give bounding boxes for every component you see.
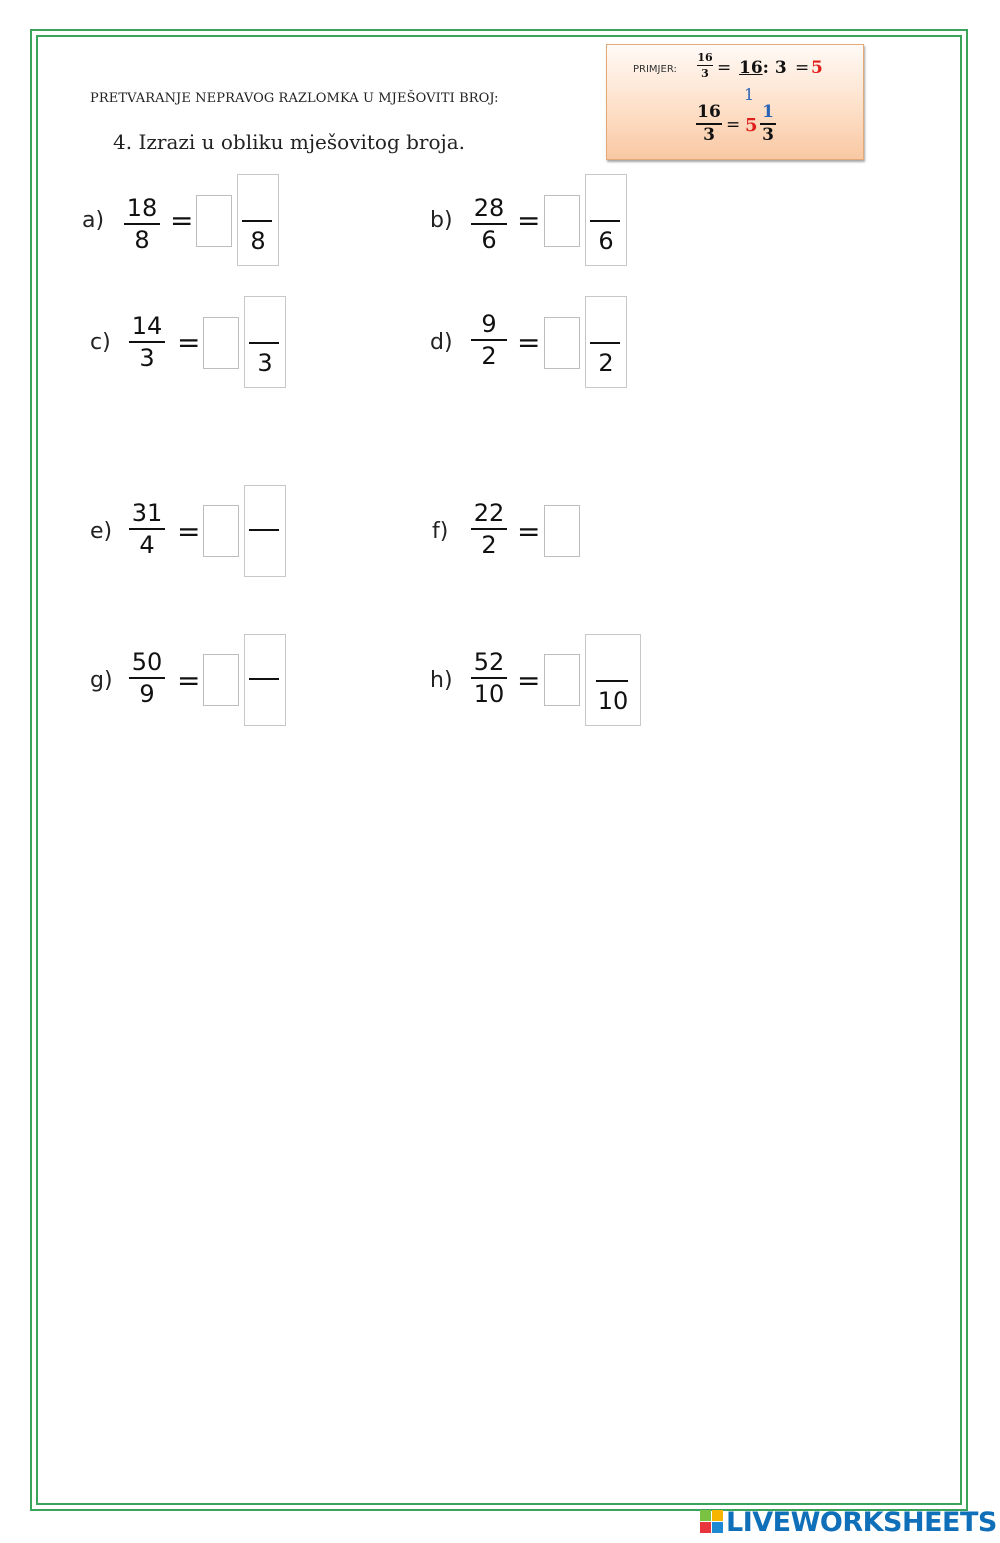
example-numerator: 16 xyxy=(697,102,721,122)
fraction-bar xyxy=(242,220,272,222)
equals-sign: = xyxy=(517,664,541,697)
fraction-bar xyxy=(129,528,165,530)
improper-fraction xyxy=(129,648,165,708)
fraction-bar xyxy=(124,223,160,225)
exercise-letter: e) xyxy=(90,519,113,544)
division-sign: : xyxy=(762,58,769,78)
equals-sign: = xyxy=(726,115,741,135)
given-denominator: 8 xyxy=(250,227,266,255)
exercise-letter: g) xyxy=(90,668,113,693)
fraction-bar xyxy=(471,339,507,341)
equals-sign: = xyxy=(177,326,201,359)
example-mixed-fraction xyxy=(760,103,776,145)
improper-fraction xyxy=(129,312,165,372)
equals-sign: = xyxy=(517,515,541,548)
numerator: 28 xyxy=(473,194,505,222)
equals-sign: = xyxy=(795,58,810,78)
liveworksheets-logo-icon xyxy=(700,1510,724,1534)
exercise-letter: a) xyxy=(82,208,105,233)
denominator: 8 xyxy=(134,225,150,254)
fraction-input-box[interactable] xyxy=(244,485,286,577)
fraction-input-box[interactable] xyxy=(585,174,627,266)
whole-number-input[interactable] xyxy=(544,505,580,557)
denominator: 2 xyxy=(481,530,497,559)
example-label: PRIMJER: xyxy=(633,64,677,75)
given-denominator: 6 xyxy=(598,227,614,255)
fraction-bar xyxy=(249,529,279,531)
example-mixed-whole: 5 xyxy=(745,115,758,136)
fraction-bar xyxy=(471,223,507,225)
task-instruction: 4. Izrazi u obliku mješovitog broja. xyxy=(113,130,466,154)
improper-fraction xyxy=(471,310,507,370)
fraction-bar xyxy=(129,341,165,343)
improper-fraction xyxy=(471,648,507,708)
whole-number-input[interactable] xyxy=(544,195,580,247)
fraction-input-box[interactable] xyxy=(244,296,286,388)
improper-fraction xyxy=(471,194,507,254)
fraction-bar xyxy=(129,677,165,679)
given-denominator: 3 xyxy=(257,349,273,377)
example-mixed-denominator: 3 xyxy=(762,124,774,145)
exercise-letter: c) xyxy=(90,330,111,355)
equals-sign: = xyxy=(177,515,201,548)
fraction-bar xyxy=(590,342,620,344)
equals-sign: = xyxy=(170,204,194,237)
fraction-bar xyxy=(249,342,279,344)
given-denominator: 2 xyxy=(598,349,614,377)
denominator: 9 xyxy=(139,679,155,708)
numerator: 18 xyxy=(126,194,158,222)
fraction-bar xyxy=(590,220,620,222)
worksheet-heading: PRETVARANJE NEPRAVOG RAZLOMKA U MJEŠOVITI BROJ: xyxy=(90,91,499,106)
fraction-input-box[interactable] xyxy=(585,634,641,726)
equals-sign: = xyxy=(177,664,201,697)
example-dividend: 16 xyxy=(739,58,763,78)
denominator: 2 xyxy=(481,341,497,370)
numerator: 50 xyxy=(131,648,163,676)
exercise-letter: h) xyxy=(430,668,453,693)
example-fraction-small xyxy=(695,51,715,80)
whole-number-input[interactable] xyxy=(544,317,580,369)
exercise-letter: f) xyxy=(432,519,449,544)
denominator: 4 xyxy=(139,530,155,559)
equals-sign: = xyxy=(517,204,541,237)
numerator: 9 xyxy=(481,310,497,338)
brand-name: LIVEWORKSHEETS xyxy=(726,1506,997,1538)
example-quotient: 5 xyxy=(811,58,823,78)
numerator: 14 xyxy=(131,312,163,340)
fraction-bar xyxy=(596,680,628,682)
example-remainder: 1 xyxy=(744,85,755,104)
numerator: 52 xyxy=(473,648,505,676)
numerator: 22 xyxy=(473,499,505,527)
fraction-bar xyxy=(471,677,507,679)
improper-fraction xyxy=(129,499,165,559)
fraction-bar xyxy=(697,65,713,66)
improper-fraction xyxy=(124,194,160,254)
fraction-bar xyxy=(471,528,507,530)
whole-number-input[interactable] xyxy=(203,317,239,369)
fraction-bar xyxy=(249,678,279,680)
whole-number-input[interactable] xyxy=(196,195,232,247)
example-division xyxy=(739,58,787,78)
exercise-letter: b) xyxy=(430,208,453,233)
improper-fraction xyxy=(471,499,507,559)
equals-sign: = xyxy=(717,58,732,78)
denominator: 10 xyxy=(473,679,505,708)
whole-number-input[interactable] xyxy=(203,654,239,706)
example-fraction-large xyxy=(696,103,722,145)
fraction-input-box[interactable] xyxy=(244,634,286,726)
given-denominator: 10 xyxy=(597,687,629,715)
numerator: 31 xyxy=(131,499,163,527)
example-numerator: 16 xyxy=(697,51,713,64)
example-divisor: 3 xyxy=(774,58,787,78)
liveworksheets-brand xyxy=(700,1506,997,1538)
whole-number-input[interactable] xyxy=(203,505,239,557)
example-box xyxy=(606,44,864,160)
example-denominator: 3 xyxy=(701,67,709,80)
fraction-input-box[interactable] xyxy=(237,174,279,266)
example-denominator: 3 xyxy=(703,124,715,145)
equals-sign: = xyxy=(517,326,541,359)
whole-number-input[interactable] xyxy=(544,654,580,706)
denominator: 6 xyxy=(481,225,497,254)
denominator: 3 xyxy=(139,343,155,372)
exercise-letter: d) xyxy=(430,330,453,355)
fraction-input-box[interactable] xyxy=(585,296,627,388)
example-mixed-numerator: 1 xyxy=(762,102,774,122)
page-border-inner xyxy=(36,35,962,1505)
